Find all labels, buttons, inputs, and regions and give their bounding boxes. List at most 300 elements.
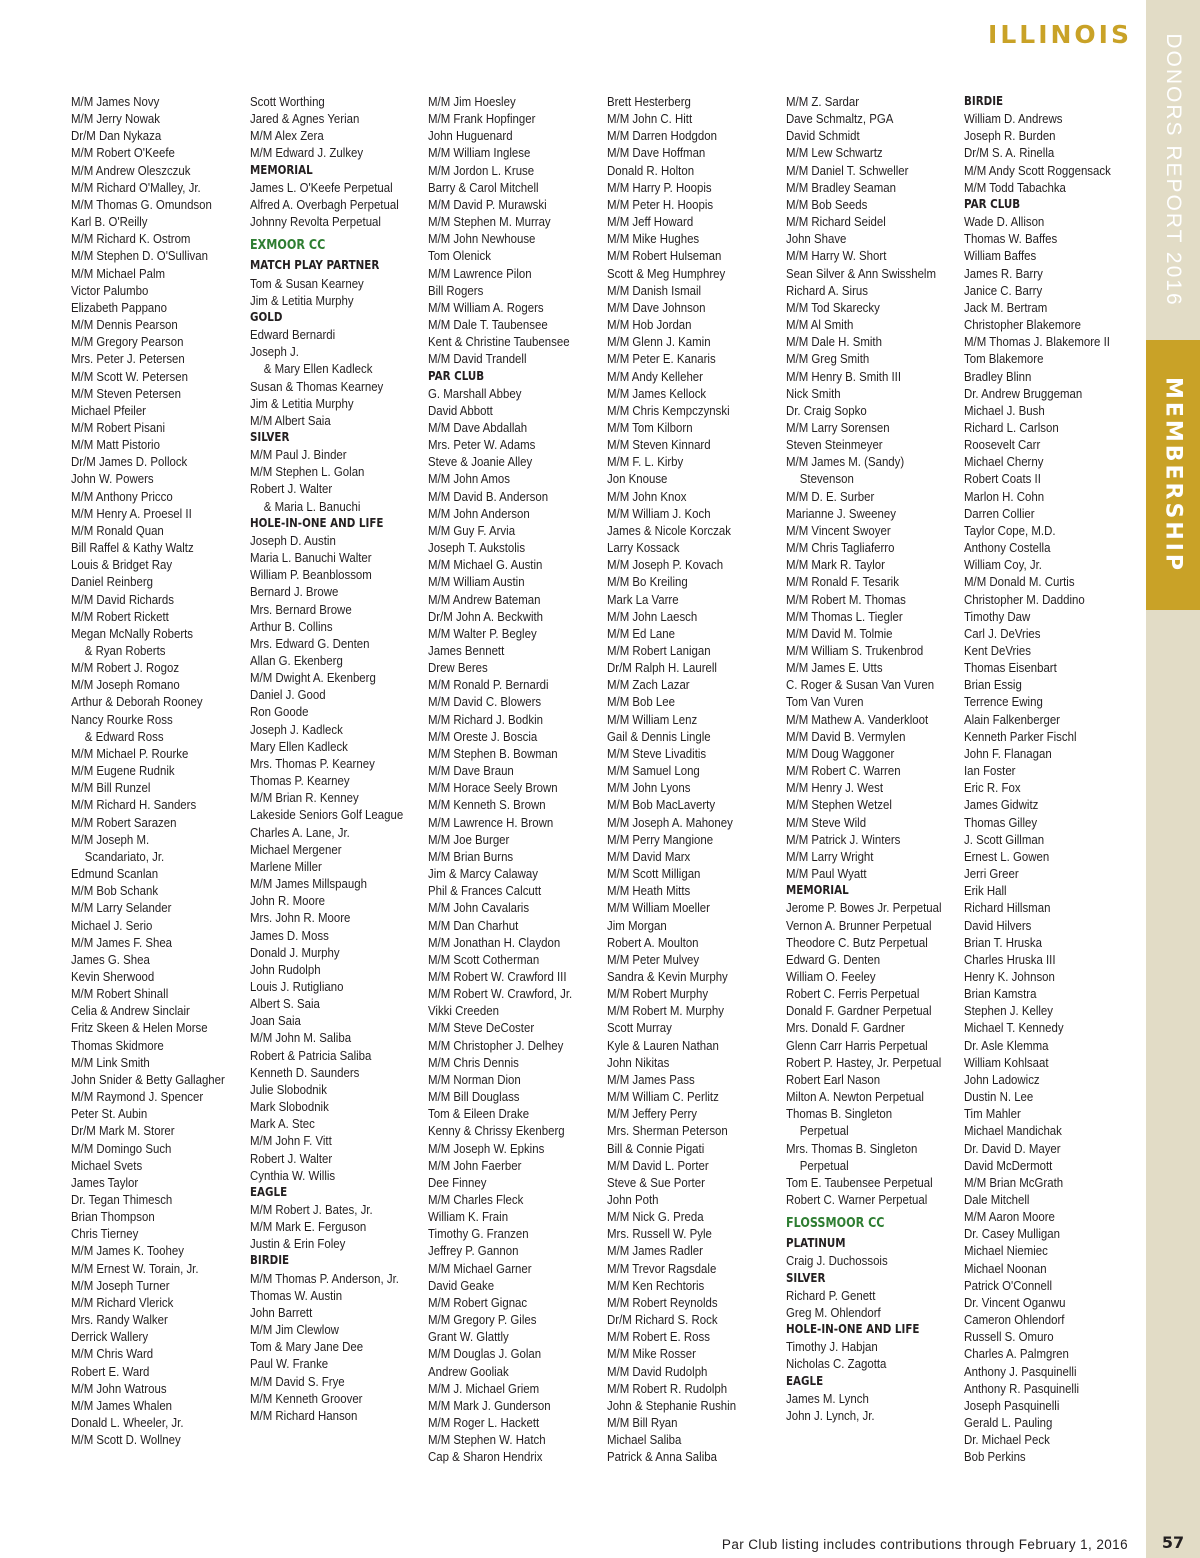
donor-entry: M/M Robert Sarazen (71, 814, 177, 830)
donor-entry: Anthony Costella (964, 540, 1051, 556)
donor-entry: M/M Paul J. Binder (250, 447, 347, 463)
donor-entry: Tom & Susan Kearney (250, 275, 364, 291)
donor-entry: M/M Dave Braun (428, 763, 514, 779)
donor-entry: Craig J. Duchossois (786, 1253, 888, 1269)
donor-entry: John Huguenard (428, 128, 513, 144)
donor-entry: M/M Alex Zera (250, 128, 324, 144)
donor-entry: M/M John Lyons (607, 780, 691, 796)
donor-entry: Brett Hesterberg (607, 94, 691, 109)
donor-entry: M/M Robert Hulseman (607, 248, 722, 264)
donor-entry: Bill & Connie Pigati (607, 1140, 705, 1156)
donor-entry: & Ryan Roberts (84, 643, 166, 658)
donor-entry: Andrew Gooliak (428, 1363, 509, 1379)
donor-entry: M/M Andy Kelleher (607, 368, 703, 384)
donor-entry: John F. Flanagan (964, 745, 1052, 761)
donor-entry: Robert A. Moulton (607, 934, 699, 950)
donor-column-4 (607, 93, 781, 1466)
donor-entry: Arthur B. Collins (250, 618, 333, 634)
donor-entry: M/M Richard O'Malley, Jr. (71, 179, 201, 195)
donor-entry: William Coy, Jr. (964, 557, 1042, 573)
donor-column-5 (786, 93, 960, 1424)
donor-entry: Mrs. Randy Walker (71, 1312, 168, 1328)
donor-entry: Steve & Sue Porter (607, 1174, 705, 1190)
donor-entry: Chris Tierney (71, 1226, 139, 1242)
donor-entry: M/M William Moeller (607, 900, 710, 916)
donor-entry: M/M Bill Runzel (71, 780, 151, 796)
donor-entry: Brian T. Hruska (964, 934, 1042, 950)
donor-entry: Michael Niemiec (964, 1243, 1048, 1259)
donor-entry: M/M Domingo Such (71, 1140, 172, 1156)
donor-entry: Gerald L. Pauling (964, 1415, 1053, 1431)
donor-entry: Edmund Scanlan (71, 866, 159, 882)
donor-entry: Kent DeVries (964, 643, 1031, 658)
donor-entry: Derrick Wallery (71, 1329, 149, 1345)
donor-entry: Robert & Patricia Saliba (250, 1047, 372, 1063)
donor-entry: M/M Joseph A. Mahoney (607, 814, 733, 830)
donor-entry: M/M Dennis Pearson (71, 317, 178, 333)
donor-entry: Dee Finney (428, 1174, 487, 1190)
donor-entry: James Bennett (428, 643, 505, 658)
donor-entry: M/M Mark E. Ferguson (250, 1219, 367, 1235)
donor-entry: Tom & Mary Jane Dee (250, 1339, 364, 1355)
donor-entry: Timothy Daw (964, 608, 1031, 624)
donor-entry: Mrs. John R. Moore (250, 910, 351, 926)
donor-entry: M/M David M. Tolmie (786, 625, 893, 641)
donor-entry: Kenneth D. Saunders (250, 1064, 360, 1080)
donor-entry: Thomas W. Austin (250, 1287, 343, 1303)
donor-entry: Jim & Marcy Calaway (428, 866, 538, 882)
donor-entry: M/M Daniel T. Schweller (786, 162, 909, 178)
donor-entry: Dr. David D. Mayer (964, 1140, 1061, 1156)
donor-entry: Scandariato, Jr. (84, 848, 165, 864)
donor-entry: Donald F. Gardner Perpetual (786, 1003, 932, 1019)
donor-entry: Marlon H. Cohn (964, 488, 1045, 504)
donor-entry: Vikki Creeden (428, 1003, 499, 1019)
donor-entry: Joseph D. Austin (250, 532, 336, 548)
donor-entry: M/M David P. Murawski (428, 196, 547, 212)
donor-entry: Larry Kossack (607, 540, 680, 556)
donor-entry: Greg M. Ohlendorf (786, 1304, 881, 1320)
donor-entry: John J. Lynch, Jr. (786, 1407, 875, 1423)
donor-entry: James R. Barry (964, 265, 1043, 281)
donor-entry: M/M David Marx (607, 848, 691, 864)
donor-entry: Bob Perkins (964, 1449, 1026, 1465)
donor-entry: Dave Schmaltz, PGA (786, 111, 894, 127)
donor-entry: Timothy J. Habjan (786, 1339, 878, 1355)
donor-entry: M/M Ken Rechtoris (607, 1277, 705, 1293)
donor-entry: Michael J. Serio (71, 917, 153, 933)
donor-entry: Scott Worthing (250, 94, 325, 109)
donor-entry: Alain Falkenberger (964, 711, 1060, 727)
donor-entry: M/M D. E. Surber (786, 488, 875, 504)
donor-entry: M/M William Lenz (607, 711, 698, 727)
donor-entry: M/M John C. Hitt (607, 111, 693, 127)
donor-entry: Bill Rogers (428, 282, 484, 298)
section-heading: SILVER (250, 429, 290, 444)
donor-entry: Jim & Letitia Murphy (250, 292, 354, 308)
donor-entry: Robert J. Walter (250, 481, 333, 497)
donor-entry: Steven Steinmeyer (786, 437, 883, 453)
donor-entry: Kent & Christine Taubensee (428, 334, 570, 350)
donor-entry: M/M Ronald P. Bernardi (428, 677, 549, 693)
donor-entry: M/M J. Michael Griem (428, 1380, 540, 1396)
donor-entry: Mary Ellen Kadleck (250, 738, 348, 754)
donor-entry: Stevenson (799, 471, 854, 487)
donor-entry: M/M Lawrence Pilon (428, 265, 532, 281)
donor-entry: M/M Brian R. Kenney (250, 790, 359, 806)
donor-entry: Robert C. Ferris Perpetual (786, 986, 920, 1002)
donor-entry: Jon Knouse (607, 471, 668, 487)
donor-entry: Susan & Thomas Kearney (250, 378, 384, 394)
donor-entry: M/M Joseph W. Epkins (428, 1140, 545, 1156)
donor-entry: M/M Steve Wild (786, 814, 867, 830)
donor-entry: James Gidwitz (964, 797, 1039, 813)
donor-entry: Bernard J. Browe (250, 584, 339, 600)
donor-entry: Joan Saia (250, 1013, 301, 1029)
donor-entry: Joseph J. (250, 344, 299, 360)
donor-entry: Mrs. Thomas P. Kearney (250, 755, 375, 771)
donor-entry: M/M Kenneth Groover (250, 1390, 363, 1406)
donor-entry: M/M Joseph P. Kovach (607, 557, 724, 573)
donor-entry: Dr. Andrew Bruggeman (964, 385, 1083, 401)
donor-entry: M/M Bob Schank (71, 883, 159, 899)
donor-entry: Justin & Erin Foley (250, 1236, 346, 1252)
donor-entry: Drew Beres (428, 660, 488, 676)
donor-entry: Julie Slobodnik (250, 1081, 327, 1097)
donor-entry: M/M Brian Burns (428, 848, 514, 864)
donor-entry: M/M Z. Sardar (786, 94, 860, 109)
donor-entry: Robert J. Walter (250, 1150, 333, 1166)
donor-entry: M/M Stephen Wetzel (786, 797, 892, 813)
state-heading: ILLINOIS (988, 20, 1132, 49)
donor-entry: Scott Murray (607, 1020, 672, 1036)
donor-entry: M/M Steven Petersen (71, 385, 181, 401)
donor-entry: M/M Nick G. Preda (607, 1209, 704, 1225)
donor-entry: M/M Robert Rickett (71, 608, 169, 624)
donor-entry: William O. Feeley (786, 968, 876, 984)
donor-entry: Tom Olenick (428, 248, 491, 264)
donor-entry: M/M John M. Saliba (250, 1030, 352, 1046)
donor-entry: Mrs. Thomas B. Singleton (786, 1140, 918, 1156)
donor-entry: M/M Thomas L. Tiegler (786, 608, 903, 624)
donor-entry: Elizabeth Pappano (71, 299, 168, 315)
donor-entry: M/M Gregory P. Giles (428, 1312, 537, 1328)
donor-entry: Victor Palumbo (71, 282, 149, 298)
donor-entry: Mark La Varre (607, 591, 679, 607)
donor-entry: James D. Moss (250, 927, 329, 943)
donor-entry: M/M William C. Perlitz (607, 1089, 719, 1105)
donor-entry: Richard L. Carlson (964, 419, 1059, 435)
donor-entry: M/M Dave Abdallah (428, 419, 528, 435)
donor-entry: Perpetual (799, 1157, 849, 1173)
donor-entry: M/M Robert J. Bates, Jr. (250, 1202, 373, 1217)
donor-entry: Cameron Ohlendorf (964, 1312, 1065, 1328)
donor-entry: Celia & Andrew Sinclair (71, 1003, 190, 1019)
donor-entry: Joseph T. Aukstolis (428, 540, 526, 556)
donor-entry: C. Roger & Susan Van Vuren (786, 677, 935, 693)
donor-entry: Kevin Sherwood (71, 968, 155, 984)
donor-entry: Mrs. Bernard Browe (250, 601, 352, 617)
page-number: 57 (1161, 1533, 1185, 1552)
donor-entry: Dr. Vincent Oganwu (964, 1294, 1066, 1310)
donor-entry: M/M Oreste J. Boscia (428, 728, 538, 744)
donor-entry: M/M Richard J. Bodkin (428, 711, 544, 727)
donor-entry: Barry & Carol Mitchell (428, 179, 539, 195)
donor-entry: M/M Dale T. Taubensee (428, 317, 548, 333)
donor-entry: M/M Chris Dennis (428, 1054, 519, 1070)
donor-entry: Thomas W. Baffes (964, 231, 1058, 247)
donor-entry: M/M Joe Burger (428, 831, 510, 847)
donor-entry: William D. Andrews (964, 111, 1063, 127)
donor-entry: Michael J. Bush (964, 402, 1045, 418)
donor-entry: Robert C. Warner Perpetual (786, 1192, 928, 1207)
donor-entry: M/M Lawrence H. Brown (428, 814, 554, 830)
donor-entry: M/M Bradley Seaman (786, 179, 896, 195)
donor-entry: Robert Coats II (964, 471, 1041, 487)
donor-entry: M/M Stephen L. Golan (250, 464, 365, 480)
donor-entry: M/M Greg Smith (786, 351, 870, 367)
donor-entry: Ian Foster (964, 763, 1016, 779)
donor-entry: M/M William Inglese (428, 145, 531, 161)
donor-entry: M/M Dan Charhut (428, 917, 519, 933)
section-heading: MEMORIAL (250, 162, 313, 177)
section-heading: GOLD (250, 309, 283, 324)
donor-entry: Mark Slobodnik (250, 1099, 329, 1115)
donor-entry: M/M Stephen W. Hatch (428, 1432, 546, 1448)
donor-entry: M/M Dwight A. Ekenberg (250, 670, 376, 686)
donor-entry: M/M Mike Rosser (607, 1346, 696, 1362)
section-heading: BIRDIE (250, 1253, 290, 1268)
donor-entry: M/M Todd Tabachka (964, 179, 1066, 195)
donor-entry: William Kohlsaat (964, 1054, 1049, 1070)
donor-entry: M/M Thomas J. Blakemore II (964, 334, 1110, 350)
donor-entry: M/M Scott D. Wollney (71, 1432, 181, 1448)
donor-entry: M/M John Cavalaris (428, 900, 530, 916)
donor-entry: M/M James Kellock (607, 385, 707, 401)
donor-entry: M/M John Faerber (428, 1157, 522, 1173)
donor-entry: Jerome P. Bowes Jr. Perpetual (786, 900, 942, 916)
donor-entry: Johnny Revolta Perpetual (250, 214, 381, 230)
donor-entry: M/M James E. Utts (786, 660, 883, 676)
donor-entry: Daniel J. Good (250, 687, 326, 703)
donor-entry: Ernest L. Gowen (964, 848, 1050, 864)
section-heading: PLATINUM (786, 1236, 846, 1251)
donor-entry: Brian Thompson (71, 1209, 155, 1225)
donor-entry: Darren Collier (964, 505, 1035, 521)
donor-entry: M/M Jim Clewlow (250, 1322, 339, 1338)
donor-entry: M/M Scott W. Petersen (71, 368, 188, 384)
donor-entry: M/M Robert Gignac (428, 1294, 528, 1310)
donor-entry: Cynthia W. Willis (250, 1167, 336, 1183)
donor-entry: M/M Robert W. Crawford III (428, 968, 567, 984)
donor-entry: Tom Van Vuren (786, 694, 864, 710)
donor-entry: Peter St. Aubin (71, 1106, 148, 1122)
donor-entry: Jim & Letitia Murphy (250, 395, 354, 411)
donor-entry: Thomas Gilley (964, 814, 1038, 830)
donor-entry: M/M Frank Hopfinger (428, 111, 536, 127)
donor-entry: M/M James K. Toohey (71, 1243, 184, 1259)
donor-entry: Robert E. Ward (71, 1363, 150, 1379)
donor-entry: M/M Robert Reynolds (607, 1294, 718, 1310)
donor-entry: M/M John Laesch (607, 608, 698, 624)
donor-entry: John Rudolph (250, 961, 321, 977)
donor-entry: Mrs. Peter J. Petersen (71, 351, 185, 367)
donor-entry: Dale Mitchell (964, 1192, 1030, 1207)
donor-entry: Perpetual (799, 1123, 849, 1139)
donor-entry: M/M Andy Scott Roggensack (964, 162, 1111, 178)
donor-entry: M/M Roger L. Hackett (428, 1415, 540, 1431)
donor-entry: James L. O'Keefe Perpetual (250, 179, 393, 195)
donor-entry: Vernon A. Brunner Perpetual (786, 917, 932, 933)
donor-entry: Dr/M Richard S. Rock (607, 1312, 718, 1328)
donor-entry: M/M Scott Cotherman (428, 951, 540, 967)
donor-entry: Tom & Eileen Drake (428, 1106, 530, 1122)
donor-entry: Glenn Carr Harris Perpetual (786, 1037, 928, 1053)
donor-entry: James G. Shea (71, 951, 150, 967)
donor-entry: Dr. Tegan Thimesch (71, 1192, 173, 1207)
donor-entry: Michael Cherny (964, 454, 1044, 470)
section-heading: PAR CLUB (964, 196, 1021, 211)
donor-entry: M/M Jonathan H. Claydon (428, 934, 561, 950)
donor-entry: M/M Samuel Long (607, 763, 700, 779)
donor-entry: David Geake (428, 1277, 495, 1293)
donor-entry: Edward G. Denten (786, 951, 881, 967)
donor-entry: John Nikitas (607, 1054, 670, 1070)
donor-entry: M/M Robert Murphy (607, 986, 709, 1002)
donor-entry: M/M Douglas J. Golan (428, 1346, 542, 1362)
donor-entry: M/M Lew Schwartz (786, 145, 883, 161)
donor-entry: William Baffes (964, 248, 1037, 264)
donor-entry: Charles A. Palmgren (964, 1346, 1069, 1362)
donor-entry: David Hilvers (964, 917, 1032, 933)
donor-entry: Michael Mergener (250, 841, 342, 857)
donor-entry: J. Scott Gillman (964, 831, 1045, 847)
donor-entry: Donald R. Holton (607, 162, 695, 178)
donor-entry: Dr/M Dan Nykaza (71, 128, 162, 144)
donor-entry: M/M Robert Lanigan (607, 643, 711, 658)
donor-entry: Michael Saliba (607, 1432, 682, 1448)
donor-entry: M/M Larry Wright (786, 848, 874, 864)
donor-entry: M/M Paul Wyatt (786, 866, 867, 882)
donor-entry: M/M Richard H. Sanders (71, 797, 197, 813)
donor-entry: Dr/M James D. Pollock (71, 454, 188, 470)
donor-entry: John Barrett (250, 1304, 313, 1320)
donor-entry: Arthur & Deborah Rooney (71, 694, 203, 710)
donor-entry: M/M Doug Waggoner (786, 745, 895, 761)
donor-entry: Brian Kamstra (964, 986, 1037, 1002)
donor-entry: M/M Chris Tagliaferro (786, 540, 895, 556)
donor-entry: Dr/M Mark M. Storer (71, 1123, 175, 1139)
donor-entry: M/M Robert J. Rogoz (71, 660, 180, 676)
donor-entry: M/M Walter P. Begley (428, 625, 537, 641)
donor-entry: Wade D. Allison (964, 214, 1045, 230)
donor-entry: M/M Steven Kinnard (607, 437, 711, 453)
donor-entry: Megan McNally Roberts (71, 625, 194, 641)
donor-entry: M/M Andrew Oleszczuk (71, 162, 191, 178)
section-label: MEMBERSHIP (1160, 376, 1186, 574)
donor-entry: M/M Jeff Howard (607, 214, 694, 230)
donor-entry: M/M Andrew Bateman (428, 591, 541, 607)
donor-entry: M/M Donald M. Curtis (964, 574, 1075, 590)
donor-entry: M/M Tom Kilborn (607, 419, 693, 435)
donor-entry: M/M Matt Pistorio (71, 437, 160, 453)
donor-entry: Joseph J. Kadleck (250, 721, 343, 737)
donor-entry: Janice C. Barry (964, 282, 1043, 298)
donor-entry: M/M Bill Douglass (428, 1089, 520, 1105)
donor-entry: Steve & Joanie Alley (428, 454, 533, 470)
donor-entry: David McDermott (964, 1157, 1053, 1173)
donor-entry: Jerri Greer (964, 866, 1019, 882)
club-heading: EXMOOR CC (250, 238, 326, 254)
donor-entry: M/M Peter Mulvey (607, 951, 700, 967)
donor-entry: M/M Ronald Quan (71, 522, 164, 538)
donor-entry: M/M Al Smith (786, 317, 854, 333)
donor-entry: M/M Joseph Turner (71, 1277, 170, 1293)
donor-entry: M/M David Rudolph (607, 1363, 708, 1379)
report-title: DONORS REPORT 2016 (1162, 33, 1185, 307)
donor-entry: Dr. Asle Klemma (964, 1037, 1049, 1053)
donor-entry: Taylor Cope, M.D. (964, 522, 1056, 538)
donor-entry: M/M Darren Hodgdon (607, 128, 717, 144)
donor-entry: Dr. Craig Sopko (786, 402, 867, 418)
donor-entry: M/M Peter E. Kanaris (607, 351, 716, 367)
donor-entry: Anthony R. Pasquinelli (964, 1380, 1080, 1396)
donor-entry: M/M John F. Vitt (250, 1133, 332, 1149)
donor-entry: Albert S. Saia (250, 996, 320, 1012)
donor-entry: M/M Joseph M. (71, 831, 150, 847)
donor-entry: M/M Zach Lazar (607, 677, 690, 693)
donor-entry: Daniel Reinberg (71, 574, 154, 590)
donor-entry: M/M Richard Hanson (250, 1407, 358, 1423)
donor-entry: Brian Essig (964, 677, 1022, 693)
donor-entry: John & Stephanie Rushin (607, 1397, 737, 1413)
donor-entry: Edward Bernardi (250, 327, 336, 343)
donor-entry: Michael T. Kennedy (964, 1020, 1064, 1036)
donor-entry: M/M Danish Ismail (607, 282, 702, 298)
donor-entry: Terrence Ewing (964, 694, 1043, 710)
donor-entry: M/M Richard Seidel (786, 214, 886, 230)
donor-entry: M/M Larry Selander (71, 900, 172, 916)
donor-entry: Jack M. Bertram (964, 299, 1048, 315)
donor-entry: M/M Joseph Romano (71, 677, 180, 693)
donor-entry: M/M James Millspaugh (250, 876, 367, 892)
donor-entry: M/M Aaron Moore (964, 1209, 1055, 1225)
donor-entry: M/M John Newhouse (428, 231, 536, 247)
donor-entry: Louis & Bridget Ray (71, 557, 173, 573)
donor-entry: M/M Patrick J. Winters (786, 831, 901, 847)
donor-entry: M/M David B. Vermylen (786, 728, 906, 744)
donor-entry: Mrs. Sherman Peterson (607, 1123, 728, 1139)
donor-entry: Roosevelt Carr (964, 437, 1041, 453)
donor-entry: M/M Chris Kempczynski (607, 402, 730, 418)
donor-entry: M/M Perry Mangione (607, 831, 714, 847)
donor-entry: Thomas Eisenbart (964, 660, 1057, 676)
donor-entry: Patrick & Anna Saliba (607, 1449, 717, 1465)
donor-entry: M/M Stephen M. Murray (428, 214, 551, 230)
donor-entry: M/M Robert O'Keefe (71, 145, 175, 161)
donor-entry: Dustin N. Lee (964, 1089, 1034, 1105)
donor-entry: Stephen J. Kelley (964, 1003, 1054, 1019)
donor-entry: M/M Hob Jordan (607, 317, 692, 333)
donor-entry: M/M Bob MacLaverty (607, 797, 716, 813)
donor-entry: M/M William S. Trukenbrod (786, 643, 924, 658)
donor-entry: William P. Beanblossom (250, 567, 372, 583)
donor-entry: Alfred A. Overbagh Perpetual (250, 196, 399, 212)
donor-entry: Donald L. Wheeler, Jr. (71, 1415, 184, 1431)
donor-entry: M/M Thomas P. Anderson, Jr. (250, 1270, 399, 1286)
donor-entry: M/M Christopher J. Delhey (428, 1037, 564, 1053)
donor-entry: M/M Jerry Nowak (71, 111, 160, 127)
